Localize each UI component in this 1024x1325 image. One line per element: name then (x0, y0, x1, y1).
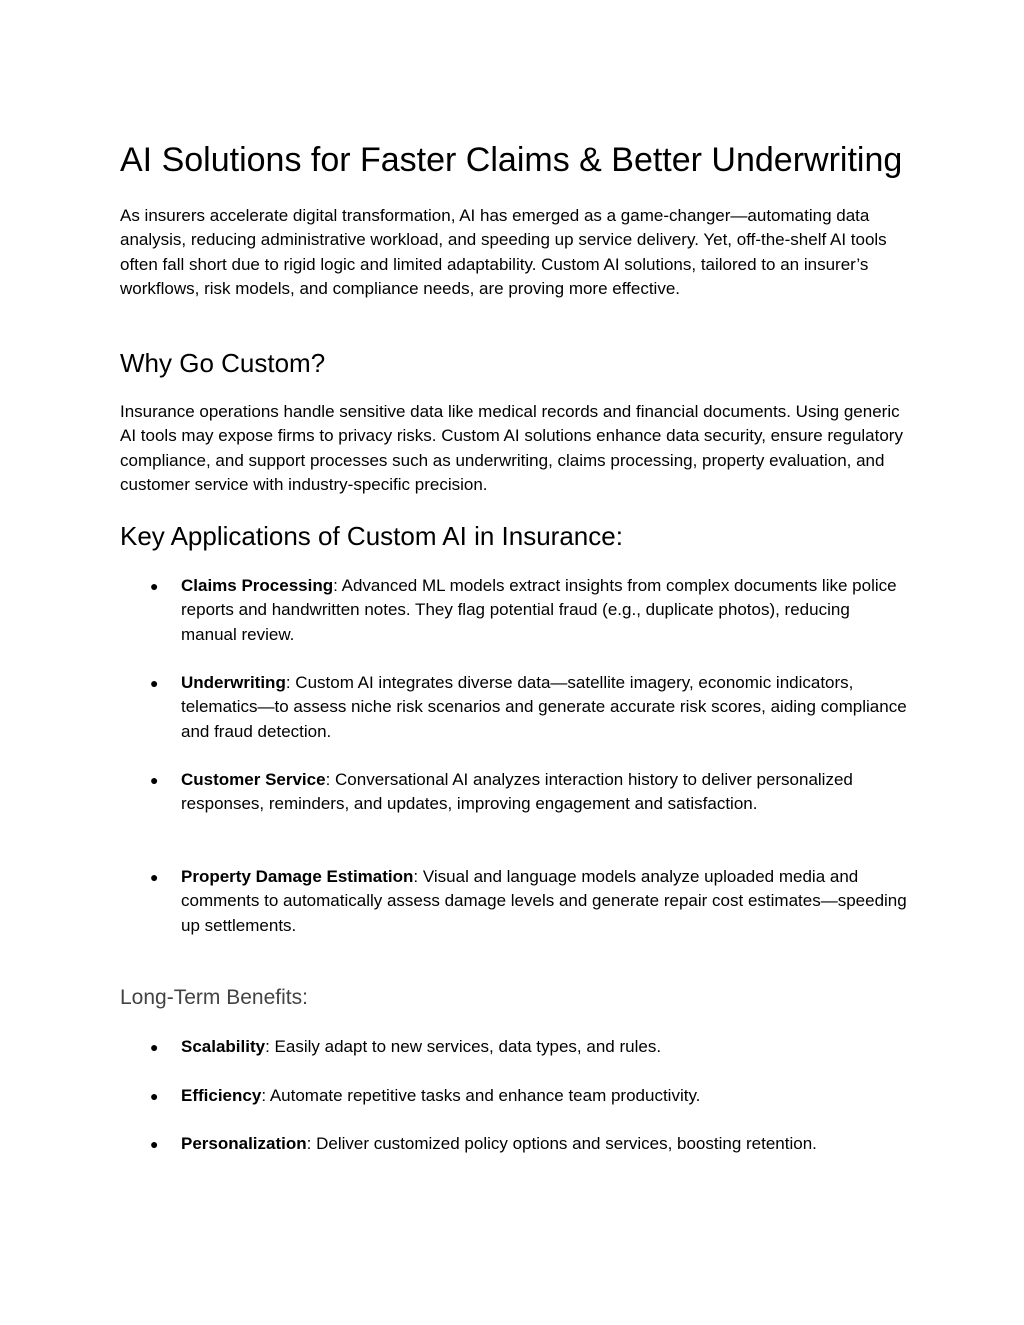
list-item-label: Underwriting (181, 673, 286, 692)
list-item-label: Property Damage Estimation (181, 867, 414, 886)
list-item-body (181, 865, 910, 938)
list-item-description: : Custom AI integrates diverse data—satellite imagery, economic indicators, telematics—to assess niche risk scenarios and generate accurate risk scores, aiding compliance and fraud detection. (181, 673, 907, 741)
list-item-label: Customer Service (181, 770, 326, 789)
list-item-description: : Visual and language models analyze uploaded media and comments to automatically assess damage levels and generate repair cost estimates—speeding up settlements. (181, 867, 907, 935)
list-item-body (181, 1035, 910, 1059)
bullet-icon: ● (150, 1039, 159, 1055)
list-item-label: Personalization (181, 1134, 307, 1153)
why-custom-paragraph: Insurance operations handle sensitive data like medical records and financial documents. Using generic AI tools may expose firms to privacy risks. Custom AI solutions enhance data security, ensure regulatory compliance, and support processes such as underwriting, claims processing, property evaluation, and customer service with industry-specific precision. (120, 402, 903, 495)
list-item-body (181, 671, 910, 744)
bullet-icon: ● (150, 1136, 159, 1152)
document-title: AI Solutions for Faster Claims & Better Underwriting (120, 141, 903, 179)
bullet-icon: ● (150, 578, 159, 594)
bullet-icon: ● (150, 675, 159, 691)
bullet-icon: ● (150, 1087, 159, 1104)
list-item-description: : Easily adapt to new services, data types, and rules. (265, 1037, 662, 1056)
list-item-body (181, 768, 910, 817)
list-item-label: Efficiency (181, 1085, 262, 1105)
why-custom-heading: Why Go Custom? (120, 348, 326, 378)
list-item-label: Claims Processing (181, 576, 334, 595)
list-item-description: : Deliver customized policy options and services, boosting retention. (306, 1134, 817, 1153)
intro-paragraph: As insurers accelerate digital transformation, AI has emerged as a game-changer—automating data analysis, reducing administrative workload, and speeding up service delivery. Yet, off-the-shelf AI tools often fall short due to rigid logic and limited adaptability. Custom AI solutions, tailored to an insurer’s workflows, risk models, and compliance needs, are proving more effective. (120, 206, 887, 299)
bullet-icon: ● (150, 869, 159, 885)
list-item-description: : Conversational AI analyzes interaction history to deliver personalized responses, reminders, and updates, improving engagement and satisfaction. (181, 770, 853, 814)
long-term-benefits-heading: Long-Term Benefits: (120, 986, 308, 1009)
list-item-description: : Automate repetitive tasks and enhance team productivity. (261, 1085, 701, 1105)
list-item-body (181, 1132, 910, 1156)
list-item-body (181, 1084, 910, 1108)
bullet-icon: ● (150, 772, 159, 788)
list-item-body (181, 574, 910, 647)
key-applications-heading: Key Applications of Custom AI in Insurance: (120, 521, 623, 551)
list-item-label: Scalability (181, 1037, 266, 1056)
list-item-description: : Advanced ML models extract insights from complex documents like police reports and handwritten notes. They flag potential fraud (e.g., duplicate photos), reducing manual review. (181, 576, 897, 644)
